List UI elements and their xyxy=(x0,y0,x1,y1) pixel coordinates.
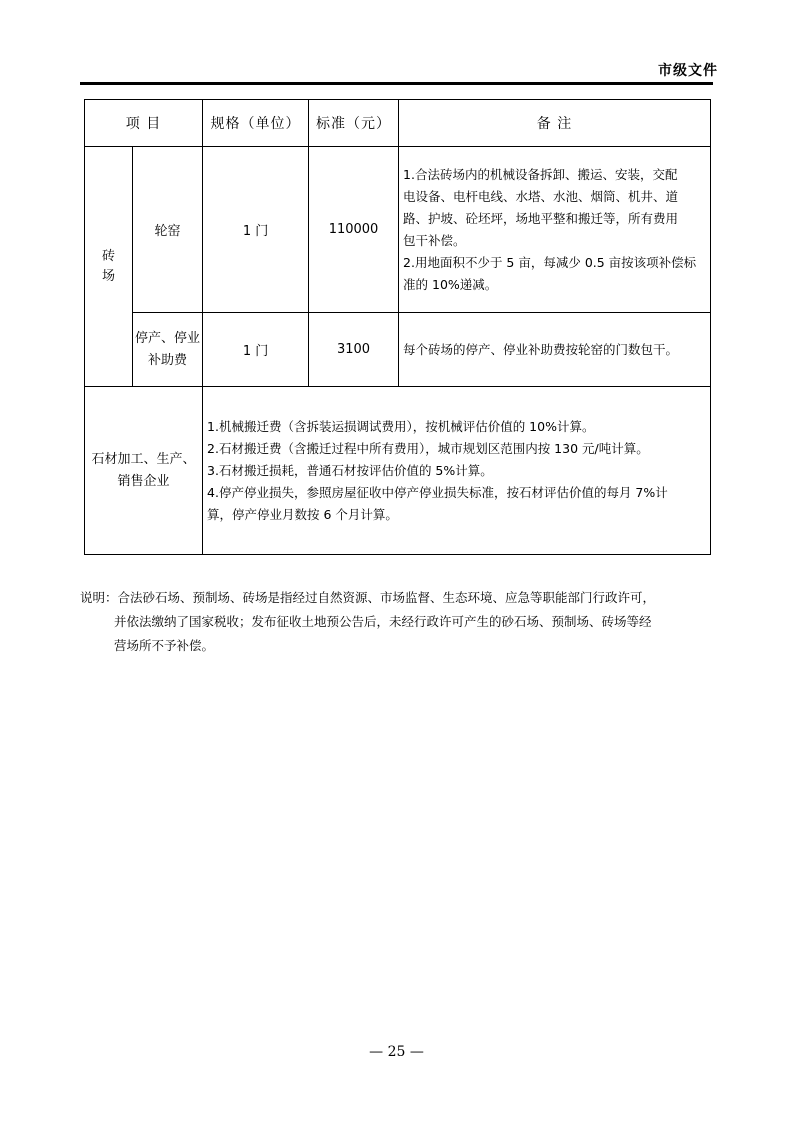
spec-cell: 1 门 xyxy=(203,147,309,313)
compensation-table xyxy=(84,99,711,555)
sub-item: 轮窑 xyxy=(133,147,203,313)
standard-cell: 110000 xyxy=(309,147,399,313)
header-item: 项 目 xyxy=(85,100,203,147)
table-row xyxy=(85,147,711,313)
notes-cell: 1.机械搬迁费（含拆装运损调试费用），按机械评估价值的 10%计算。 2.石材搬迁费（含搬迁过程中所有费用），城市规划区范围内按 130 元/吨计算。 3.石材搬迁损耗，普通石材按评估价值的 5%计算。 4.停产停业损失，参照房屋征收中停产停业损失标准，按石材评估价值的每月 7%计 算，停产停业月数按 6 个月计算。 xyxy=(203,387,711,555)
category-stone: 石材加工、生产、 销售企业 xyxy=(85,387,203,555)
footnote: 说明：合法砂石场、预制场、砖场是指经过自然资源、市场监督、生态环境、应急等职能部门行政许可， 并依法缴纳了国家税收；发布征收土地预公告后，未经行政许可产生的砂石场、预制场、砖场等经 营场所不予补偿。 xyxy=(80,590,656,653)
notes-cell: 每个砖场的停产、停业补助费按轮窑的门数包干。 xyxy=(399,313,711,387)
table-header-row xyxy=(85,100,711,147)
header-spec: 规格（单位） xyxy=(203,100,309,147)
header-label: 市级文件 xyxy=(658,63,718,79)
standard-cell: 3100 xyxy=(309,313,399,387)
header-notes: 备 注 xyxy=(399,100,711,147)
table-row xyxy=(85,313,711,387)
sub-item: 停产、停业 补助费 xyxy=(133,313,203,387)
header-standard: 标准（元） xyxy=(309,100,399,147)
page-number: — 25 — xyxy=(369,1044,424,1060)
notes-cell: 1.合法砖场内的机械设备拆卸、搬运、安装，交配 电设备、电杆电线、水塔、水池、烟筒、机井、道 路、护坡、砼坯坪，场地平整和搬迁等，所有费用 包干补偿。 2.用地面积不少于 5 亩，每减少 0.5 亩按该项补偿标 准的 10%递减。 xyxy=(399,147,711,313)
table-row xyxy=(85,387,711,555)
category-brick: 砖 场 xyxy=(85,147,133,387)
spec-cell: 1 门 xyxy=(203,313,309,387)
header-rule xyxy=(80,82,713,85)
